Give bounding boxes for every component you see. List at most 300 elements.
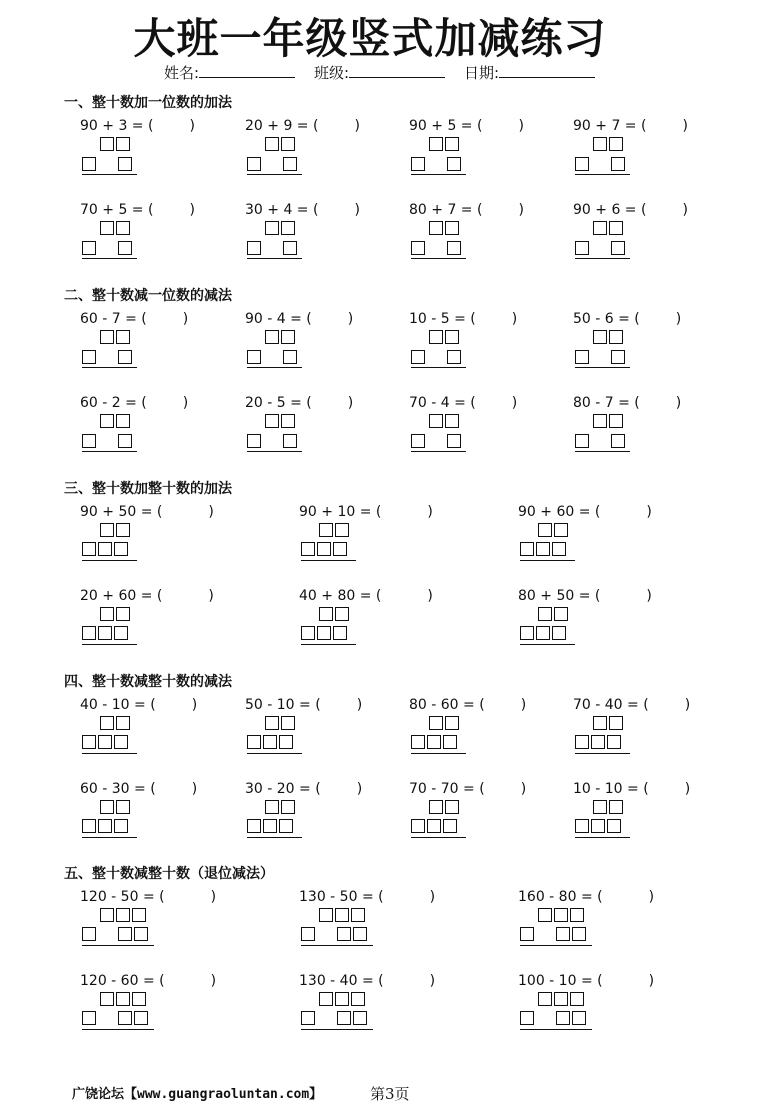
answer-box[interactable] (134, 1011, 148, 1025)
equation-text: 120 - 60 = ( (80, 973, 165, 989)
footer-source: 广饶论坛【www.guangraoluntan.com】 (72, 1087, 323, 1102)
answer-box[interactable] (283, 350, 297, 364)
answer-box[interactable] (301, 1011, 315, 1025)
answer-box[interactable] (554, 523, 568, 537)
answer-box[interactable] (538, 992, 552, 1006)
equation-text: 20 + 60 = ( (80, 588, 163, 604)
close-paren: ) (347, 395, 354, 411)
answer-box[interactable] (520, 1011, 534, 1025)
answer-box[interactable] (445, 221, 459, 235)
equation-text: 100 - 10 = ( (518, 973, 603, 989)
underline (575, 837, 630, 838)
answer-box[interactable] (100, 330, 114, 344)
answer-box[interactable] (429, 330, 443, 344)
answer-box[interactable] (593, 414, 607, 428)
equation (80, 889, 216, 905)
answer-box[interactable] (575, 241, 589, 255)
underline (247, 174, 302, 175)
answer-box[interactable] (556, 1011, 570, 1025)
answer-box[interactable] (281, 800, 295, 814)
answer-box[interactable] (100, 716, 114, 730)
problem (409, 697, 589, 759)
answer-box[interactable] (116, 716, 130, 730)
equation (409, 311, 517, 327)
answer-box[interactable] (82, 626, 96, 640)
answer-box[interactable] (411, 157, 425, 171)
problem (245, 202, 425, 264)
answer-box[interactable] (538, 607, 552, 621)
underline (247, 367, 302, 368)
answer-box[interactable] (609, 716, 623, 730)
answer-box[interactable] (319, 607, 333, 621)
answer-box[interactable] (116, 908, 130, 922)
answer-box[interactable] (114, 542, 128, 556)
close-paren: ) (347, 311, 354, 327)
problem (299, 588, 479, 650)
underline (82, 644, 137, 645)
answer-box[interactable] (116, 607, 130, 621)
answer-box[interactable] (353, 1011, 367, 1025)
equation-text: 130 - 50 = ( (299, 889, 384, 905)
answer-box[interactable] (116, 800, 130, 814)
close-paren: ) (675, 395, 682, 411)
answer-box[interactable] (538, 523, 552, 537)
answer-box[interactable] (335, 523, 349, 537)
answer-box[interactable] (100, 800, 114, 814)
answer-box[interactable] (554, 607, 568, 621)
equation-text: 90 - 4 = ( (245, 311, 312, 327)
answer-box[interactable] (281, 330, 295, 344)
problem (518, 889, 698, 951)
answer-box[interactable] (445, 414, 459, 428)
answer-box[interactable] (100, 414, 114, 428)
answer-box[interactable] (317, 542, 331, 556)
answer-box[interactable] (554, 992, 568, 1006)
problem (409, 395, 589, 457)
answer-box[interactable] (520, 626, 534, 640)
answer-box[interactable] (116, 137, 130, 151)
equation-text: 80 + 7 = ( (409, 202, 483, 218)
answer-box[interactable] (118, 350, 132, 364)
answer-box[interactable] (263, 819, 277, 833)
answer-box[interactable] (520, 927, 534, 941)
answer-box[interactable] (520, 542, 534, 556)
equation (80, 202, 195, 218)
close-paren: ) (427, 504, 433, 520)
equation (299, 973, 435, 989)
problem (80, 973, 260, 1035)
close-paren: ) (356, 781, 363, 797)
answer-box[interactable] (114, 735, 128, 749)
equation (299, 504, 433, 520)
equation-text: 90 + 60 = ( (518, 504, 601, 520)
answer-box[interactable] (429, 800, 443, 814)
problem (573, 311, 753, 373)
answer-box[interactable] (591, 735, 605, 749)
equation (80, 118, 195, 134)
underline (520, 644, 575, 645)
answer-box[interactable] (247, 434, 261, 448)
class-label: 班级: (314, 64, 350, 82)
answer-box[interactable] (281, 137, 295, 151)
equation-text: 20 + 9 = ( (245, 118, 319, 134)
answer-box[interactable] (443, 735, 457, 749)
date-field (464, 62, 595, 83)
answer-box[interactable] (82, 434, 96, 448)
problem (245, 697, 425, 759)
answer-box[interactable] (100, 523, 114, 537)
answer-box[interactable] (351, 992, 365, 1006)
answer-box[interactable] (247, 819, 261, 833)
answer-box[interactable] (575, 819, 589, 833)
answer-box[interactable] (100, 221, 114, 235)
class-field (314, 62, 445, 83)
close-paren: ) (208, 504, 214, 520)
answer-box[interactable] (82, 1011, 96, 1025)
answer-box[interactable] (593, 716, 607, 730)
answer-box[interactable] (445, 800, 459, 814)
answer-box[interactable] (447, 157, 461, 171)
equation-text: 70 + 5 = ( (80, 202, 154, 218)
problem (299, 889, 479, 951)
equation (80, 697, 197, 713)
equation-text: 10 - 5 = ( (409, 311, 476, 327)
answer-box[interactable] (445, 330, 459, 344)
answer-box[interactable] (319, 523, 333, 537)
answer-box[interactable] (116, 992, 130, 1006)
answer-box[interactable] (265, 137, 279, 151)
answer-box[interactable] (301, 626, 315, 640)
close-paren: ) (511, 395, 518, 411)
answer-box[interactable] (447, 350, 461, 364)
underline (82, 753, 137, 754)
answer-box[interactable] (333, 626, 347, 640)
answer-box[interactable] (609, 800, 623, 814)
close-paren: ) (520, 697, 527, 713)
date-blank[interactable] (499, 63, 595, 78)
answer-box[interactable] (337, 927, 351, 941)
answer-box[interactable] (536, 626, 550, 640)
answer-box[interactable] (265, 800, 279, 814)
answer-box[interactable] (265, 716, 279, 730)
answer-box[interactable] (335, 607, 349, 621)
answer-box[interactable] (337, 1011, 351, 1025)
answer-box[interactable] (611, 434, 625, 448)
equation-text: 50 - 6 = ( (573, 311, 640, 327)
close-paren: ) (182, 395, 189, 411)
answer-box[interactable] (283, 241, 297, 255)
answer-box[interactable] (118, 927, 132, 941)
equation (573, 395, 681, 411)
name-label: 姓名: (164, 64, 200, 82)
answer-box[interactable] (353, 927, 367, 941)
underline (82, 258, 137, 259)
answer-box[interactable] (552, 626, 566, 640)
equation-text: 80 - 60 = ( (409, 697, 485, 713)
close-paren: ) (684, 781, 691, 797)
answer-box[interactable] (82, 819, 96, 833)
answer-box[interactable] (82, 350, 96, 364)
answer-box[interactable] (116, 414, 130, 428)
name-blank[interactable] (199, 63, 295, 78)
answer-box[interactable] (116, 330, 130, 344)
answer-box[interactable] (572, 1011, 586, 1025)
answer-box[interactable] (609, 330, 623, 344)
answer-box[interactable] (611, 350, 625, 364)
close-paren: ) (682, 202, 688, 218)
underline (575, 451, 630, 452)
answer-box[interactable] (247, 735, 261, 749)
answer-box[interactable] (607, 735, 621, 749)
equation-text: 120 - 50 = ( (80, 889, 165, 905)
problem (518, 504, 698, 566)
answer-box[interactable] (593, 221, 607, 235)
answer-box[interactable] (411, 434, 425, 448)
problem (80, 588, 260, 650)
answer-box[interactable] (593, 800, 607, 814)
answer-box[interactable] (281, 414, 295, 428)
answer-box[interactable] (429, 137, 443, 151)
underline (82, 1029, 154, 1030)
answer-box[interactable] (570, 992, 584, 1006)
answer-box[interactable] (281, 716, 295, 730)
equation (409, 697, 526, 713)
answer-box[interactable] (247, 350, 261, 364)
answer-box[interactable] (132, 908, 146, 922)
answer-box[interactable] (82, 735, 96, 749)
problem (80, 311, 260, 373)
problem (409, 118, 589, 180)
underline (411, 753, 466, 754)
answer-box[interactable] (279, 735, 293, 749)
answer-box[interactable] (429, 221, 443, 235)
equation (573, 311, 681, 327)
equation-text: 160 - 80 = ( (518, 889, 603, 905)
problem (299, 504, 479, 566)
answer-box[interactable] (98, 542, 112, 556)
answer-box[interactable] (82, 927, 96, 941)
name-field (164, 62, 295, 83)
close-paren: ) (682, 118, 688, 134)
answer-box[interactable] (82, 157, 96, 171)
problem (80, 781, 260, 843)
answer-box[interactable] (265, 221, 279, 235)
answer-box[interactable] (443, 819, 457, 833)
equation-text: 10 - 10 = ( (573, 781, 649, 797)
page-number: 第3页 (370, 1085, 410, 1103)
answer-box[interactable] (335, 908, 349, 922)
answer-box[interactable] (134, 927, 148, 941)
section-heading: 二、整十数减一位数的减法 (64, 288, 232, 304)
equation (409, 118, 524, 134)
answer-box[interactable] (283, 157, 297, 171)
equation (80, 311, 188, 327)
answer-box[interactable] (351, 908, 365, 922)
problem (80, 118, 260, 180)
answer-box[interactable] (118, 241, 132, 255)
underline (82, 367, 137, 368)
answer-box[interactable] (100, 137, 114, 151)
equation (573, 202, 688, 218)
equation-text: 90 + 10 = ( (299, 504, 382, 520)
answer-box[interactable] (552, 542, 566, 556)
answer-box[interactable] (575, 157, 589, 171)
underline (82, 837, 137, 838)
underline (301, 945, 373, 946)
equation (409, 202, 524, 218)
answer-box[interactable] (593, 137, 607, 151)
answer-box[interactable] (427, 735, 441, 749)
answer-box[interactable] (607, 819, 621, 833)
answer-box[interactable] (301, 542, 315, 556)
answer-box[interactable] (611, 157, 625, 171)
equation-text: 60 - 30 = ( (80, 781, 156, 797)
equation-text: 40 + 80 = ( (299, 588, 382, 604)
answer-box[interactable] (333, 542, 347, 556)
answer-box[interactable] (411, 735, 425, 749)
underline (301, 1029, 373, 1030)
answer-box[interactable] (100, 992, 114, 1006)
answer-box[interactable] (411, 819, 425, 833)
answer-box[interactable] (82, 241, 96, 255)
answer-box[interactable] (116, 221, 130, 235)
answer-box[interactable] (554, 908, 568, 922)
equation (518, 504, 652, 520)
problem (518, 973, 698, 1035)
answer-box[interactable] (593, 330, 607, 344)
problem (245, 118, 425, 180)
answer-box[interactable] (411, 350, 425, 364)
answer-box[interactable] (319, 992, 333, 1006)
answer-box[interactable] (575, 735, 589, 749)
equation (80, 504, 214, 520)
answer-box[interactable] (538, 908, 552, 922)
equation-text: 70 - 40 = ( (573, 697, 649, 713)
answer-box[interactable] (118, 157, 132, 171)
answer-box[interactable] (447, 434, 461, 448)
equation (245, 118, 360, 134)
section-heading: 四、整十数减整十数的减法 (64, 674, 232, 690)
answer-box[interactable] (114, 819, 128, 833)
answer-box[interactable] (283, 434, 297, 448)
answer-box[interactable] (279, 819, 293, 833)
equation-text: 40 - 10 = ( (80, 697, 156, 713)
problem (80, 504, 260, 566)
problem (573, 118, 753, 180)
section-heading: 一、整十数加一位数的加法 (64, 95, 232, 111)
equation-text: 80 - 7 = ( (573, 395, 640, 411)
equation-text: 90 + 7 = ( (573, 118, 647, 134)
answer-box[interactable] (429, 414, 443, 428)
answer-box[interactable] (429, 716, 443, 730)
underline (411, 174, 466, 175)
answer-box[interactable] (265, 330, 279, 344)
answer-box[interactable] (427, 819, 441, 833)
equation (80, 781, 197, 797)
answer-box[interactable] (265, 414, 279, 428)
equation-text: 90 + 50 = ( (80, 504, 163, 520)
answer-box[interactable] (609, 414, 623, 428)
answer-box[interactable] (445, 716, 459, 730)
answer-box[interactable] (317, 626, 331, 640)
equation (245, 697, 362, 713)
underline (82, 174, 137, 175)
close-paren: ) (427, 588, 433, 604)
class-blank[interactable] (349, 63, 445, 78)
answer-box[interactable] (100, 607, 114, 621)
answer-box[interactable] (98, 735, 112, 749)
answer-box[interactable] (263, 735, 277, 749)
close-paren: ) (648, 973, 655, 989)
underline (411, 451, 466, 452)
underline (82, 451, 137, 452)
equation (299, 889, 435, 905)
underline (301, 560, 356, 561)
answer-box[interactable] (98, 626, 112, 640)
equation (409, 781, 526, 797)
answer-box[interactable] (116, 523, 130, 537)
answer-box[interactable] (609, 221, 623, 235)
answer-box[interactable] (82, 542, 96, 556)
underline (520, 1029, 592, 1030)
answer-box[interactable] (100, 908, 114, 922)
answer-box[interactable] (556, 927, 570, 941)
underline (82, 945, 154, 946)
close-paren: ) (518, 118, 524, 134)
problem (573, 781, 753, 843)
answer-box[interactable] (572, 927, 586, 941)
problem (80, 889, 260, 951)
close-paren: ) (354, 202, 360, 218)
problem (245, 395, 425, 457)
answer-box[interactable] (114, 626, 128, 640)
equation (409, 395, 517, 411)
page-title: 大班一年级竖式加减练习 (133, 14, 607, 63)
answer-box[interactable] (247, 241, 261, 255)
underline (247, 451, 302, 452)
answer-box[interactable] (575, 434, 589, 448)
problem (299, 973, 479, 1035)
close-paren: ) (518, 202, 524, 218)
answer-box[interactable] (536, 542, 550, 556)
close-paren: ) (356, 697, 363, 713)
answer-box[interactable] (570, 908, 584, 922)
answer-box[interactable] (411, 241, 425, 255)
answer-box[interactable] (447, 241, 461, 255)
answer-box[interactable] (118, 1011, 132, 1025)
answer-box[interactable] (611, 241, 625, 255)
answer-box[interactable] (445, 137, 459, 151)
underline (247, 753, 302, 754)
answer-box[interactable] (98, 819, 112, 833)
underline (575, 367, 630, 368)
answer-box[interactable] (132, 992, 146, 1006)
answer-box[interactable] (609, 137, 623, 151)
answer-box[interactable] (281, 221, 295, 235)
equation (245, 202, 360, 218)
answer-box[interactable] (118, 434, 132, 448)
answer-box[interactable] (591, 819, 605, 833)
answer-box[interactable] (335, 992, 349, 1006)
answer-box[interactable] (247, 157, 261, 171)
close-paren: ) (191, 781, 198, 797)
answer-box[interactable] (575, 350, 589, 364)
answer-box[interactable] (301, 927, 315, 941)
close-paren: ) (210, 973, 217, 989)
answer-box[interactable] (319, 908, 333, 922)
equation (80, 973, 216, 989)
underline (411, 837, 466, 838)
